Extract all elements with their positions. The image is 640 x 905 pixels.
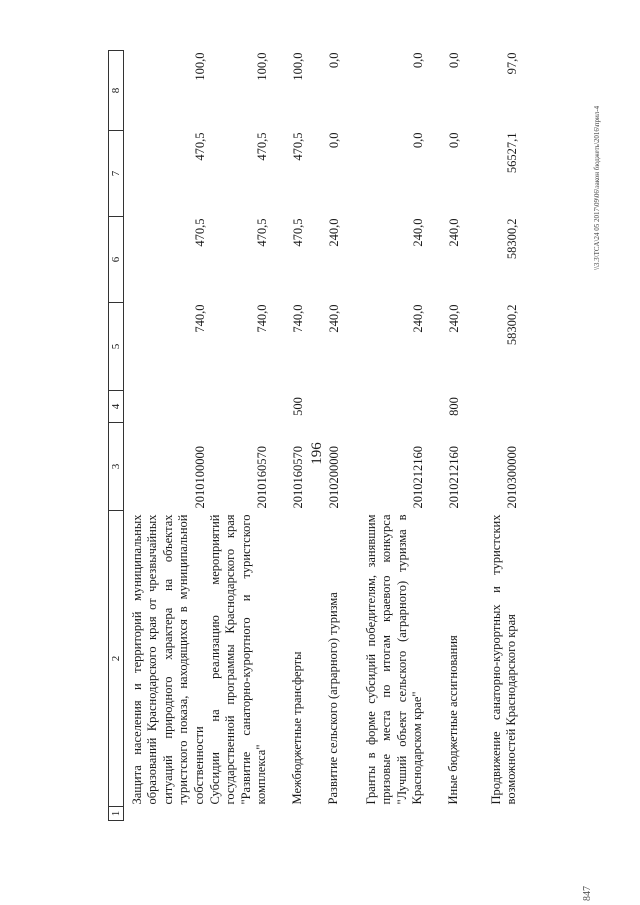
row-vr [124,391,208,423]
column-header: 6 [109,217,124,303]
row-code: 2010160570 [290,446,305,509]
row-plan: 240,0 [410,304,425,333]
row-vr [208,391,270,423]
row-description: Продвижение санаторно-курортных и туристских возможностей Краснодарского края [488,514,519,805]
row-plan: 740,0 [254,304,269,333]
table-row [342,51,426,821]
column-header: 1 [109,807,124,821]
row-code: 2010212160 [446,446,461,509]
row-executed: 56527,1 [504,132,519,174]
row-code: 2010300000 [504,446,519,509]
row-description: Субсидии на реализацию мероприятий государственной программы Краснодарского края "Развитие санаторно-курортного и туристского комплекса" [207,514,269,805]
row-code: 2010100000 [192,446,207,509]
row-refined: 240,0 [410,218,425,247]
row-refined: 240,0 [326,218,341,247]
row-percent: 97,0 [504,52,519,75]
row-description: Иные бюджетные ассигнования [446,635,461,805]
column-header: 5 [109,303,124,391]
table-row [208,51,270,821]
row-percent: 0,0 [446,52,461,69]
table-row [306,51,342,821]
row-description: Защита населения и территорий муниципальных образований Краснодарского края от чрезвычайных ситуаций природного характера на объектах туристского показа, находящихся в муниципальной собственности [129,514,206,805]
row-refined: 240,0 [446,218,461,247]
table-row [462,51,520,821]
row-refined: 58300,2 [504,218,519,260]
row-executed: 470,5 [192,132,207,161]
table-row [124,51,208,821]
column-header: 7 [109,131,124,217]
row-percent: 0,0 [410,52,425,69]
row-percent: 100,0 [254,52,269,81]
row-vr [342,391,426,423]
row-plan: 740,0 [290,304,305,333]
row-vr: 800 [446,397,461,416]
row-executed: 470,5 [290,132,305,161]
row-plan: 58300,2 [504,304,519,346]
column-header: 3 [109,423,124,511]
column-header: 4 [109,391,124,423]
row-vr [462,391,520,423]
row-vr [306,391,342,423]
row-plan: 240,0 [326,304,341,333]
table-row [426,51,462,821]
column-header: 8 [109,51,124,131]
row-plan: 740,0 [192,304,207,333]
page-number: 196 [308,442,325,465]
row-code: 2010200000 [326,446,341,509]
row-executed: 0,0 [326,132,341,149]
row-percent: 0,0 [326,52,341,69]
row-description: Развитие сельского (аграрного) туризма [326,592,341,805]
row-percent: 100,0 [290,52,305,81]
row-executed: 0,0 [410,132,425,149]
row-executed: 470,5 [254,132,269,161]
column-header: 2 [109,511,124,807]
row-plan: 240,0 [446,304,461,333]
row-description: Гранты в форме субсидий победителям, занявшим призовые места по итогам краевого конкурса "Лучший объект сельского (аграрного) туризма в Краснодарском крае" [363,514,425,805]
row-refined: 470,5 [254,218,269,247]
table-row [270,51,306,821]
document-footer-path: \\3.3\TCA\24 05 2017\09\06\закон бюджеть\2016\прил-4 [593,105,601,270]
row-description: Межбюджетные трансферты [290,651,305,805]
row-executed: 0,0 [446,132,461,149]
table-header-row [109,51,124,821]
budget-table-container [108,51,528,821]
row-percent: 100,0 [192,52,207,81]
row-code: 2010160570 [254,446,269,509]
row-refined: 470,5 [290,218,305,247]
row-refined: 470,5 [192,218,207,247]
budget-table [108,50,520,821]
row-code: 2010212160 [410,446,425,509]
row-vr: 500 [290,397,305,416]
corner-mark: 847 [582,886,593,901]
